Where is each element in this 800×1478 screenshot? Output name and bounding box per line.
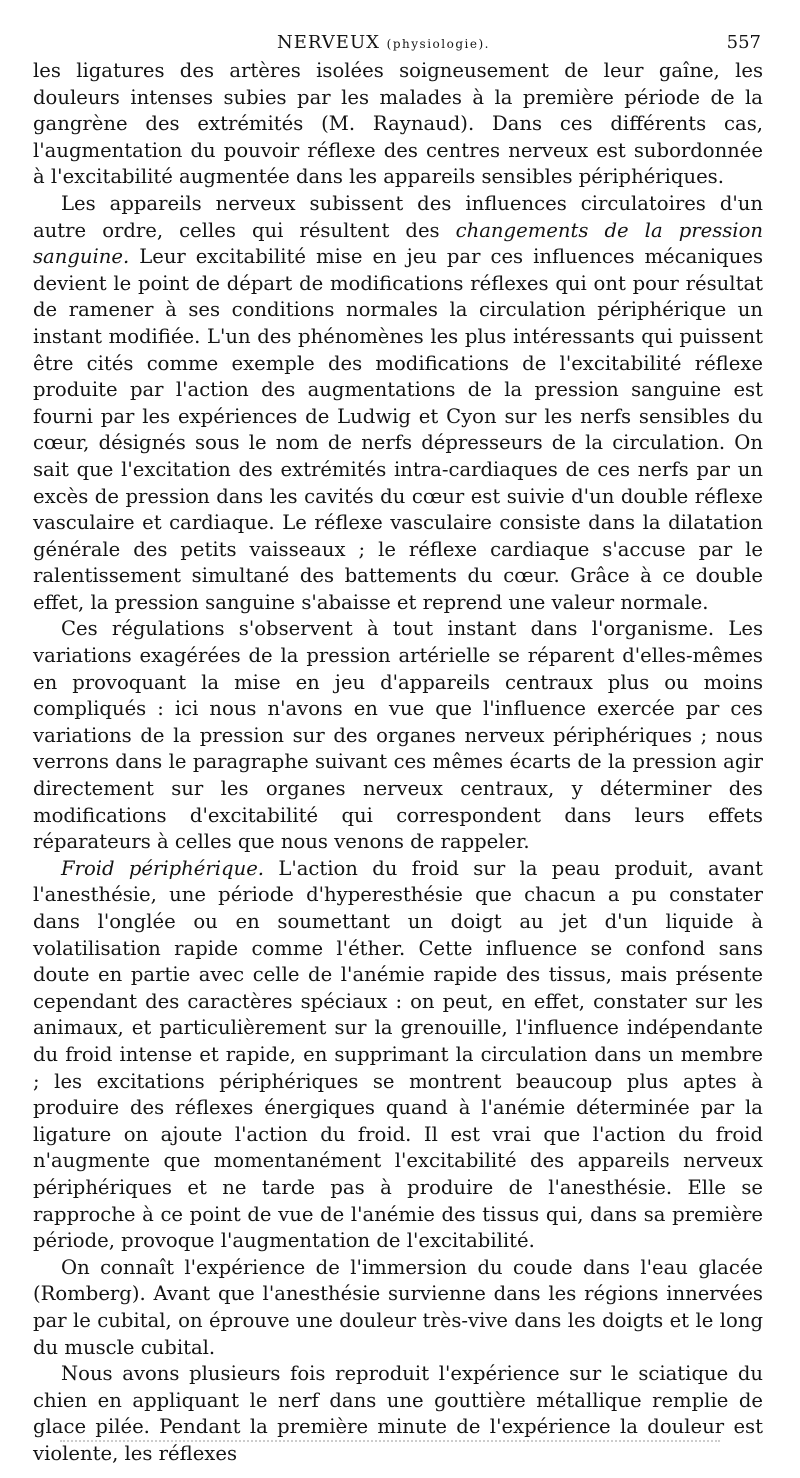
paragraph-text: Leur excitabilité mise en jeu par ces influences mécaniques devient le point de départ de modifications réflexes qui ont pour résultat de ramener à ses conditions normales la circulation périphérique un instant modifiée. L'un des phénomènes les plus intéressants qui puissent être cités comme exemple des modifications de l'excitabilité réflexe produite par l'action des augmentations de la pression sanguine est fourni par les expériences de Ludwig et Cyon sur les nerfs sensibles du cœur, désignés sous le nom de nerfs dépresseurs de la circulation. On sait que l'excitation des extrémités intra-cardiaques de ces nerfs par un excès de pression dans les cavités du cœur est suivie d'un double réflexe vasculaire et cardiaque. Le réflexe vasculaire consiste dans la dilatation générale des petits vaisseaux ; le réflexe cardiaque s'accuse par le ralentissement simultané des battements du cœur. Grâce à ce double effet, la pression sanguine s'abaisse et reprend une valeur normale. xyxy=(33,245,763,614)
running-title-main: NERVEUX xyxy=(277,32,380,53)
paragraph xyxy=(33,856,763,1255)
paragraph-text: Ces régulations s'observent à tout instant dans l'organisme. Les variations exagérées de la pression artérielle se réparent d'elles-mêmes en provoquant la mise en jeu d'appareils centraux plus ou moins compliqués : ici nous n'avons en vue que l'influence exercée par ces variations de la pression sur des organes nerveux périphériques ; nous verrons dans le paragraphe suivant ces mêmes écarts de la pression agir directement sur les organes nerveux centraux, y déterminer des modifications d'excitabilité qui correspondent dans leurs effets réparateurs à celles que nous venons de rappeler. xyxy=(33,617,763,854)
italic-text: Froid périphérique. xyxy=(61,856,265,880)
running-title xyxy=(277,32,490,53)
paragraph-text: les ligatures des artères isolées soigneusement de leur gaîne, les douleurs intenses subies par les malades à la première période de la gangrène des extrémités (M. Raynaud). Dans ces différents cas, l'augmentation du pouvoir réflexe des centres nerveux est subordonnée à l'excitabilité augmentée dans les appareils sensibles périphériques. xyxy=(33,59,763,189)
page-number: 557 xyxy=(726,32,761,53)
book-page xyxy=(33,32,763,1467)
running-title-sub: (physiologie). xyxy=(386,37,490,51)
paragraph-text: Les appareils nerveux subissent des influences circulatoires d'un autre ordre, celles qui résultent des xyxy=(33,191,763,242)
paragraph xyxy=(33,616,763,855)
paragraph-text: L'action du froid sur la peau produit, avant l'anesthésie, une période d'hyperesthésie que chacun a pu constater dans l'onglée ou en soumettant un doigt au jet d'un liquide à volatilisation rapide comme l'éther. Cette influence se confond sans doute en partie avec celle de l'anémie rapide des tissus, mais présente cependant des caractères spéciaux : on peut, en effet, constater sur les animaux, et particulièrement sur la grenouille, l'influence indépendante du froid intense et rapide, en supprimant la circulation dans un membre ; les excitations périphériques se montrent beaucoup plus aptes à produire des réflexes énergiques quand à l'anémie déterminée par la ligature on ajoute l'action du froid. Il est vrai que l'action du froid n'augmente que momentanément l'excitabilité des appareils nerveux périphériques et ne tarde pas à produire de l'anesthésie. Elle se rapproche à ce point de vue de l'anémie des tissus qui, dans sa première période, provoque l'augmentation de l'excitabilité. xyxy=(33,856,763,1253)
scan-noise-specks xyxy=(60,1440,720,1446)
italic-text: changements de la pression sanguine. xyxy=(33,218,763,269)
page-header xyxy=(33,32,763,54)
paragraph-text: Nous avons plusieurs fois reproduit l'expérience sur le sciatique du chien en appliquant le nerf dans une gouttière métallique remplie de glace pilée. Pendant la première minute de l'expérience la douleur est violente, les réflexes xyxy=(33,1362,763,1465)
paragraph xyxy=(33,1361,763,1467)
paragraph-text: On connaît l'expérience de l'immersion du coude dans l'eau glacée (Romberg). Avant que l'anesthésie survienne dans les régions innervées par le cubital, on éprouve une douleur très-vive dans les doigts et le long du muscle cubital. xyxy=(33,1255,763,1359)
paragraph xyxy=(33,191,763,617)
body-text xyxy=(33,58,763,1467)
paragraph xyxy=(33,58,763,191)
paragraph xyxy=(33,1255,763,1361)
